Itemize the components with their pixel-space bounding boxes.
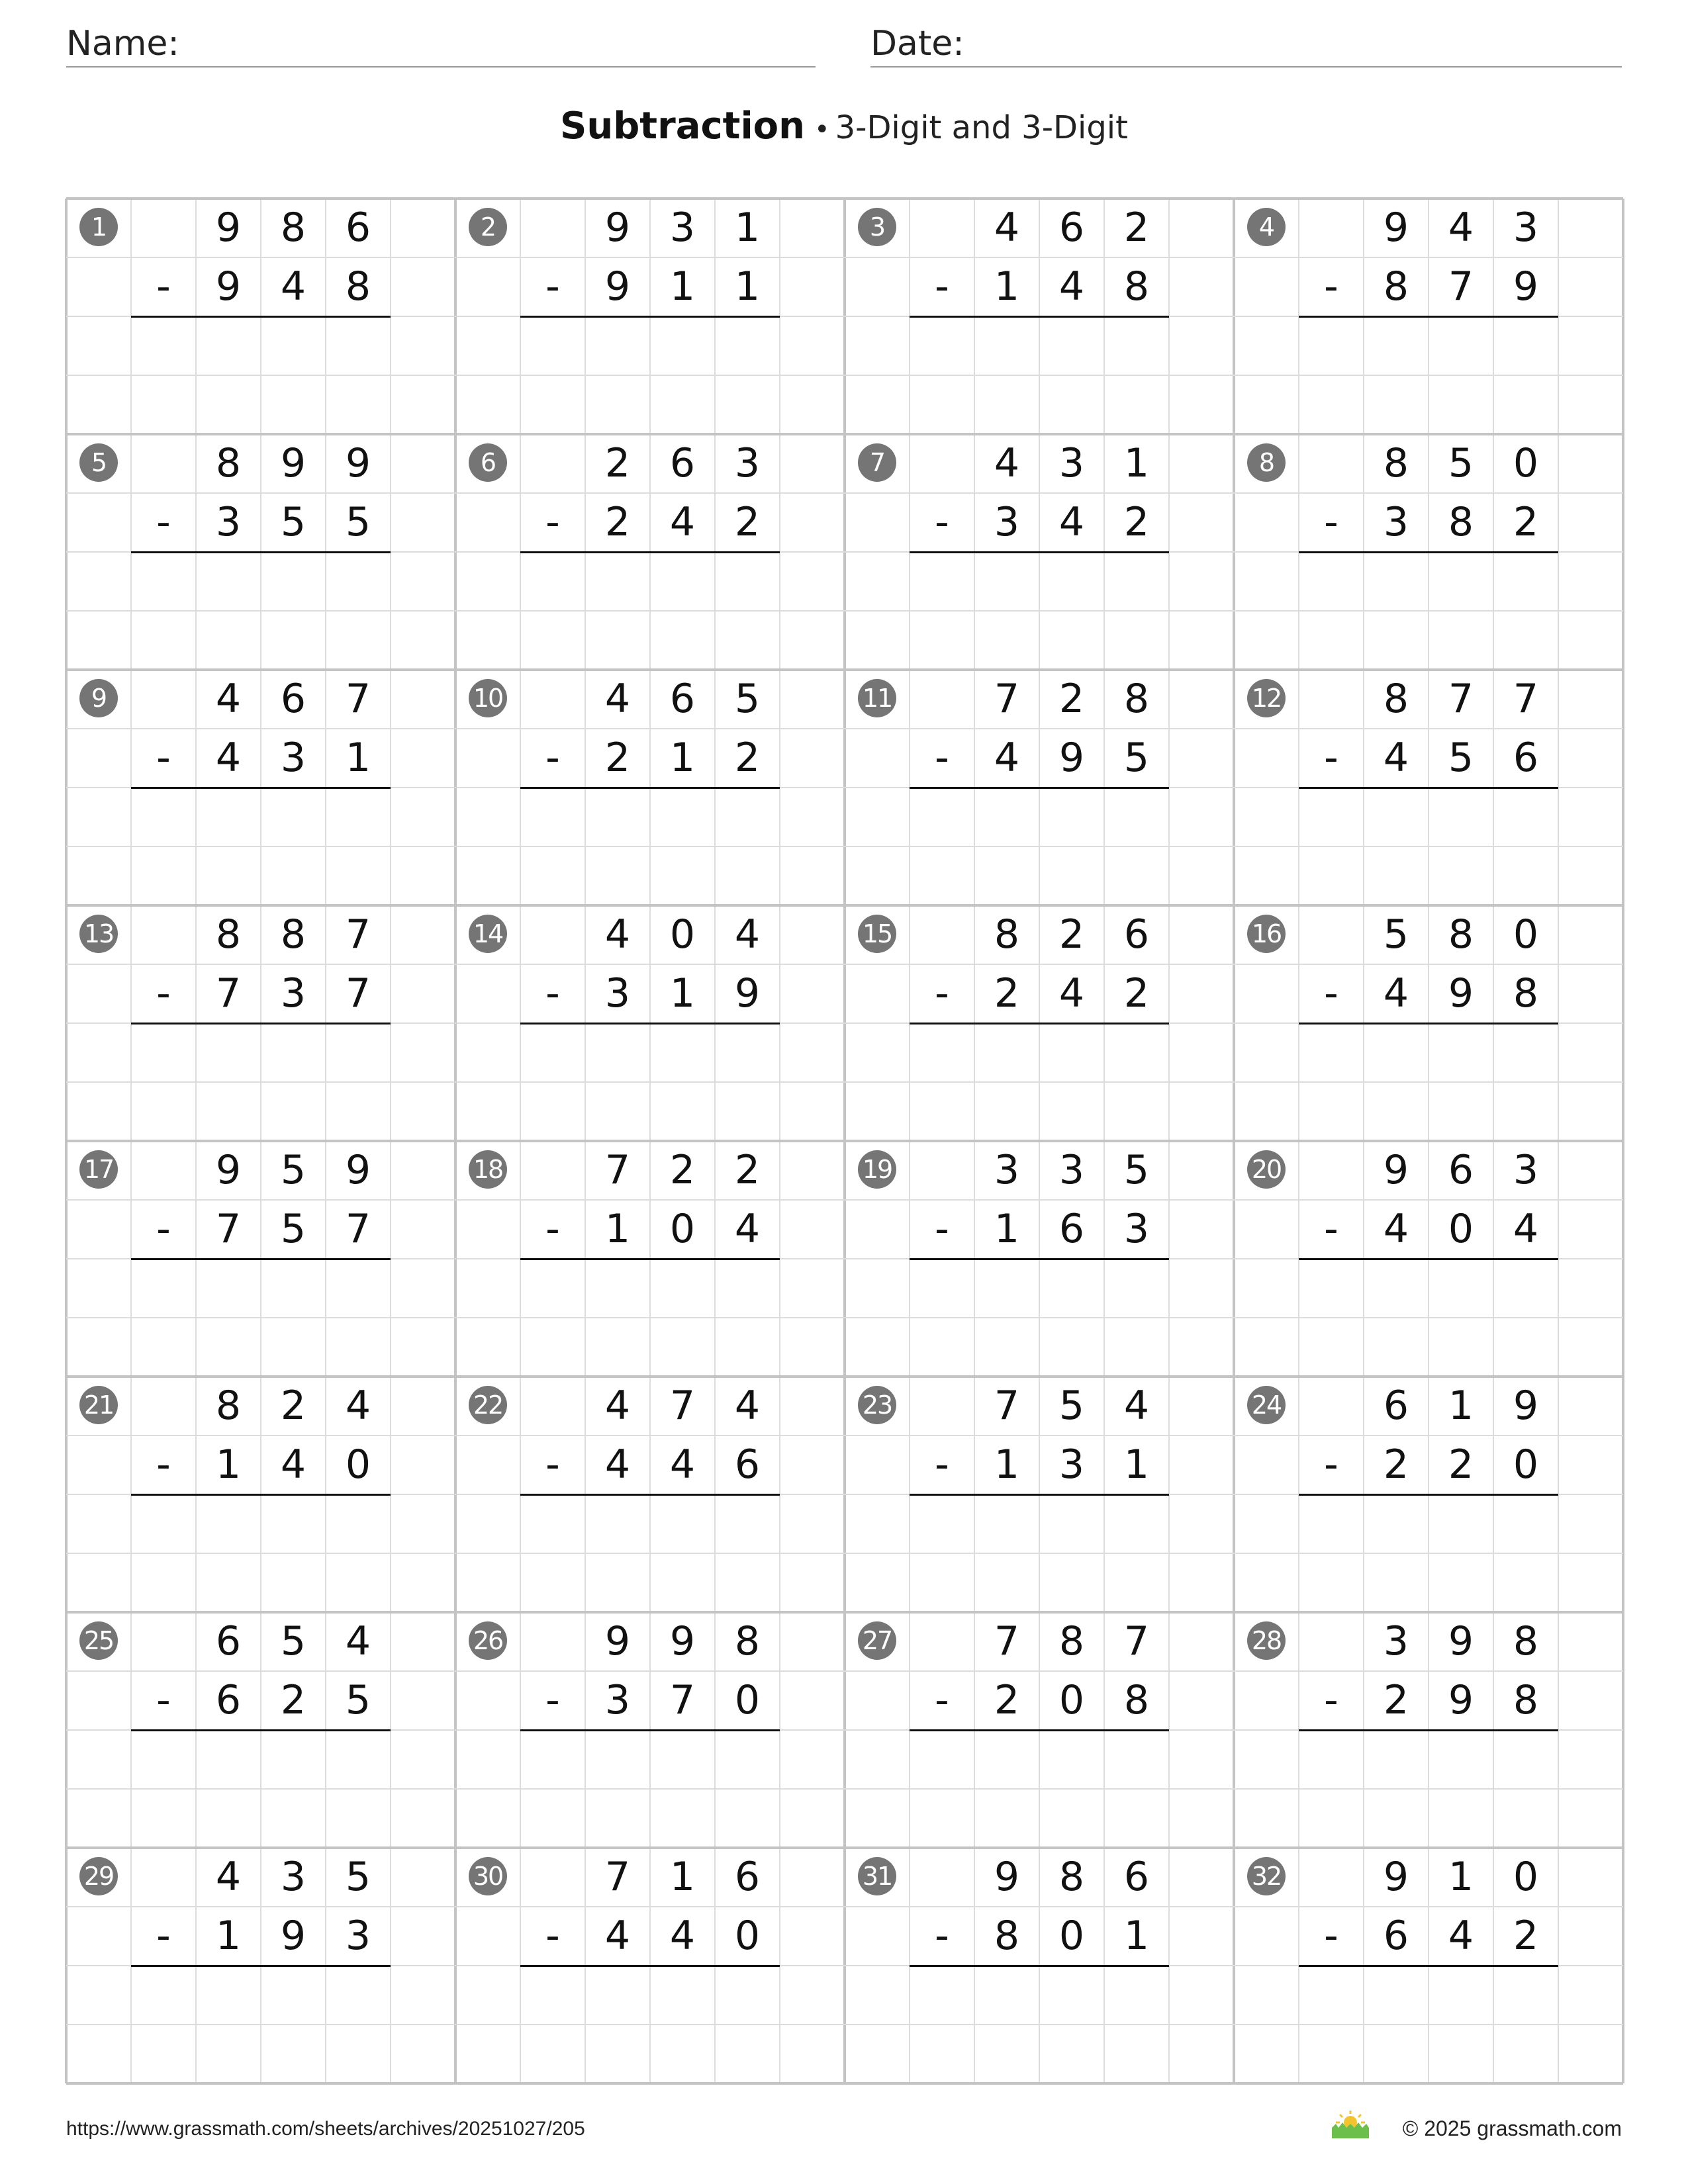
answer-area[interactable] xyxy=(1299,1259,1558,1377)
minuend-digit: 7 xyxy=(1448,676,1474,722)
minuend-digit: 6 xyxy=(734,1854,761,1900)
answer-area[interactable] xyxy=(520,1730,780,1848)
subtrahend-digit: 1 xyxy=(215,1913,242,1959)
subtrahend-digit: 4 xyxy=(604,1441,631,1488)
minus-sign: - xyxy=(1324,970,1338,1017)
minuend-digit: 2 xyxy=(1123,205,1150,251)
minuend-digit: 9 xyxy=(994,1854,1020,1900)
minuend-digit: 8 xyxy=(1513,1618,1539,1664)
problem-number-badge: 30 xyxy=(469,1857,507,1895)
minuend-digit: 3 xyxy=(1383,1618,1409,1664)
subtrahend-digit: 4 xyxy=(1058,263,1085,310)
minuend-digit: 9 xyxy=(1513,1383,1539,1429)
minus-sign: - xyxy=(156,263,171,310)
minus-sign: - xyxy=(935,1913,949,1959)
minus-sign: - xyxy=(545,970,560,1017)
subtrahend-digit: 2 xyxy=(1383,1441,1409,1488)
minuend-digit: 7 xyxy=(604,1147,631,1193)
answer-area[interactable] xyxy=(910,1259,1169,1377)
subtrahend-digit: 8 xyxy=(1383,263,1409,310)
problem-number-badge: 14 xyxy=(469,915,507,953)
title-bullet: • xyxy=(814,114,830,145)
minus-sign: - xyxy=(156,970,171,1017)
subtrahend-digit: 4 xyxy=(604,1913,631,1959)
subtrahend-digit: 3 xyxy=(604,1677,631,1723)
minus-sign: - xyxy=(935,499,949,545)
minuend-digit: 8 xyxy=(1383,440,1409,486)
minus-sign: - xyxy=(156,1206,171,1252)
minuend-digit: 6 xyxy=(669,440,696,486)
problem-number-badge: 3 xyxy=(858,208,896,246)
minuend-digit: 8 xyxy=(215,440,242,486)
minuend-digit: 7 xyxy=(994,1618,1020,1664)
minus-sign: - xyxy=(1324,263,1338,310)
problem-number-badge: 10 xyxy=(469,679,507,717)
subtrahend-digit: 2 xyxy=(1513,499,1539,545)
subtrahend-digit: 0 xyxy=(1448,1206,1474,1252)
minuend-digit: 2 xyxy=(604,440,631,486)
minus-sign: - xyxy=(935,1206,949,1252)
minus-sign: - xyxy=(545,1206,560,1252)
minus-sign: - xyxy=(545,499,560,545)
minuend-digit: 5 xyxy=(1123,1147,1150,1193)
minuend-digit: 8 xyxy=(280,911,306,958)
subtrahend-digit: 7 xyxy=(345,1206,371,1252)
problem-number-badge: 12 xyxy=(1247,679,1286,717)
name-label: Name: xyxy=(66,24,179,64)
answer-area[interactable] xyxy=(131,1966,391,2083)
grass-sun-logo-icon xyxy=(1329,2108,1372,2140)
answer-area[interactable] xyxy=(1299,316,1558,434)
minus-sign: - xyxy=(156,1441,171,1488)
minuend-digit: 3 xyxy=(1513,1147,1539,1193)
subtrahend-digit: 4 xyxy=(669,1441,696,1488)
problem-number-badge: 6 xyxy=(469,443,507,482)
minuend-digit: 2 xyxy=(280,1383,306,1429)
answer-area[interactable] xyxy=(520,1023,780,1141)
answer-area[interactable] xyxy=(131,316,391,434)
subtrahend-digit: 8 xyxy=(345,263,371,310)
problem-number-badge: 18 xyxy=(469,1150,507,1189)
minus-sign: - xyxy=(156,735,171,781)
minuend-digit: 4 xyxy=(345,1383,371,1429)
minuend-digit: 9 xyxy=(215,1147,242,1193)
answer-area[interactable] xyxy=(910,1966,1169,2083)
footer-copyright: © 2025 grassmath.com xyxy=(1402,2116,1622,2140)
minuend-digit: 3 xyxy=(1058,440,1085,486)
answer-area[interactable] xyxy=(1299,552,1558,670)
problem-number-badge: 24 xyxy=(1247,1386,1286,1424)
problem-number-badge: 17 xyxy=(79,1150,118,1189)
subtrahend-digit: 1 xyxy=(994,1441,1020,1488)
subtrahend-digit: 3 xyxy=(1058,1441,1085,1488)
minus-sign: - xyxy=(1324,1677,1338,1723)
minuend-digit: 8 xyxy=(1123,676,1150,722)
subtrahend-digit: 3 xyxy=(1123,1206,1150,1252)
subtrahend-digit: 2 xyxy=(1513,1913,1539,1959)
subtrahend-digit: 2 xyxy=(994,1677,1020,1723)
answer-area[interactable] xyxy=(1299,788,1558,905)
minuend-digit: 5 xyxy=(1448,440,1474,486)
minuend-digit: 0 xyxy=(1513,911,1539,958)
minus-sign: - xyxy=(545,735,560,781)
subtrahend-digit: 4 xyxy=(669,499,696,545)
minuend-digit: 9 xyxy=(1383,1854,1409,1900)
minuend-digit: 9 xyxy=(345,1147,371,1193)
subtrahend-digit: 2 xyxy=(994,970,1020,1017)
minuend-digit: 1 xyxy=(1123,440,1150,486)
title-main: Subtraction xyxy=(560,105,805,148)
minuend-digit: 3 xyxy=(1058,1147,1085,1193)
minus-sign: - xyxy=(1324,1441,1338,1488)
subtrahend-digit: 1 xyxy=(345,735,371,781)
subtrahend-digit: 1 xyxy=(1123,1441,1150,1488)
answer-area[interactable] xyxy=(520,788,780,905)
subtrahend-digit: 1 xyxy=(669,263,696,310)
subtrahend-digit: 6 xyxy=(1383,1913,1409,1959)
problem-number-badge: 28 xyxy=(1247,1621,1286,1660)
subtrahend-digit: 7 xyxy=(1448,263,1474,310)
minuend-digit: 9 xyxy=(604,1618,631,1664)
minuend-digit: 7 xyxy=(345,676,371,722)
subtrahend-digit: 0 xyxy=(1058,1913,1085,1959)
date-label: Date: xyxy=(870,24,964,64)
minuend-digit: 4 xyxy=(604,1383,631,1429)
subtrahend-digit: 2 xyxy=(1383,1677,1409,1723)
minuend-digit: 5 xyxy=(1383,911,1409,958)
subtrahend-digit: 4 xyxy=(280,263,306,310)
subtrahend-digit: 2 xyxy=(604,499,631,545)
minus-sign: - xyxy=(1324,499,1338,545)
minuend-digit: 0 xyxy=(669,911,696,958)
problem-number-badge: 20 xyxy=(1247,1150,1286,1189)
minuend-digit: 6 xyxy=(1123,911,1150,958)
minuend-digit: 7 xyxy=(994,676,1020,722)
subtrahend-digit: 3 xyxy=(280,735,306,781)
subtrahend-digit: 0 xyxy=(345,1441,371,1488)
minuend-digit: 6 xyxy=(1058,205,1085,251)
subtrahend-digit: 9 xyxy=(215,263,242,310)
minuend-digit: 5 xyxy=(280,1618,306,1664)
subtrahend-digit: 4 xyxy=(1383,970,1409,1017)
minuend-digit: 6 xyxy=(1123,1854,1150,1900)
problem-number-badge: 5 xyxy=(79,443,118,482)
minuend-digit: 3 xyxy=(994,1147,1020,1193)
minus-sign: - xyxy=(156,1677,171,1723)
minuend-digit: 9 xyxy=(215,205,242,251)
subtrahend-digit: 1 xyxy=(215,1441,242,1488)
subtrahend-digit: 4 xyxy=(1058,499,1085,545)
subtrahend-digit: 7 xyxy=(215,970,242,1017)
minus-sign: - xyxy=(935,735,949,781)
subtrahend-digit: 1 xyxy=(669,735,696,781)
subtrahend-digit: 6 xyxy=(734,1441,761,1488)
subtrahend-digit: 1 xyxy=(994,1206,1020,1252)
subtrahend-digit: 8 xyxy=(1513,1677,1539,1723)
answer-area[interactable] xyxy=(131,1259,391,1377)
problem-number-badge: 19 xyxy=(858,1150,896,1189)
minuend-digit: 8 xyxy=(1448,911,1474,958)
answer-area[interactable] xyxy=(131,788,391,905)
problem-number-badge: 15 xyxy=(858,915,896,953)
subtrahend-digit: 1 xyxy=(1123,1913,1150,1959)
subtrahend-digit: 4 xyxy=(1058,970,1085,1017)
subtrahend-digit: 2 xyxy=(604,735,631,781)
minuend-digit: 2 xyxy=(1058,911,1085,958)
minuend-digit: 2 xyxy=(669,1147,696,1193)
minuend-digit: 5 xyxy=(734,676,761,722)
minuend-digit: 3 xyxy=(734,440,761,486)
minuend-digit: 9 xyxy=(669,1618,696,1664)
answer-area[interactable] xyxy=(910,788,1169,905)
subtrahend-digit: 2 xyxy=(1448,1441,1474,1488)
answer-area[interactable] xyxy=(910,552,1169,670)
subtrahend-digit: 9 xyxy=(1058,735,1085,781)
minuend-digit: 8 xyxy=(1383,676,1409,722)
problem-number-badge: 7 xyxy=(858,443,896,482)
subtrahend-digit: 5 xyxy=(1448,735,1474,781)
subtrahend-digit: 9 xyxy=(1448,1677,1474,1723)
minuend-digit: 4 xyxy=(734,911,761,958)
minuend-digit: 8 xyxy=(215,1383,242,1429)
answer-area[interactable] xyxy=(520,552,780,670)
minuend-digit: 6 xyxy=(1383,1383,1409,1429)
subtrahend-digit: 9 xyxy=(280,1913,306,1959)
minuend-digit: 4 xyxy=(734,1383,761,1429)
minuend-digit: 8 xyxy=(1058,1854,1085,1900)
subtrahend-digit: 3 xyxy=(604,970,631,1017)
minus-sign: - xyxy=(545,1913,560,1959)
minuend-digit: 7 xyxy=(1513,676,1539,722)
minuend-digit: 7 xyxy=(345,911,371,958)
minuend-digit: 9 xyxy=(604,205,631,251)
minuend-digit: 8 xyxy=(994,911,1020,958)
subtrahend-digit: 5 xyxy=(1123,735,1150,781)
minuend-digit: 3 xyxy=(280,1854,306,1900)
problem-number-badge: 1 xyxy=(79,208,118,246)
minuend-digit: 9 xyxy=(280,440,306,486)
minus-sign: - xyxy=(935,263,949,310)
subtrahend-digit: 2 xyxy=(734,735,761,781)
footer-url[interactable]: https://www.grassmath.com/sheets/archives/20251027/205 xyxy=(66,2118,585,2140)
problem-number-badge: 25 xyxy=(79,1621,118,1660)
minuend-digit: 7 xyxy=(1123,1618,1150,1664)
answer-area[interactable] xyxy=(910,1730,1169,1848)
problem-number-badge: 26 xyxy=(469,1621,507,1660)
problem-number-badge: 9 xyxy=(79,679,118,717)
subtrahend-digit: 5 xyxy=(280,499,306,545)
minuend-digit: 4 xyxy=(345,1618,371,1664)
answer-area[interactable] xyxy=(520,1966,780,2083)
subtrahend-digit: 4 xyxy=(215,735,242,781)
problem-number-badge: 27 xyxy=(858,1621,896,1660)
subtrahend-digit: 9 xyxy=(1513,263,1539,310)
subtrahend-digit: 0 xyxy=(734,1913,761,1959)
subtrahend-digit: 7 xyxy=(345,970,371,1017)
problem-number-badge: 23 xyxy=(858,1386,896,1424)
answer-area[interactable] xyxy=(131,552,391,670)
problem-number-badge: 13 xyxy=(79,915,118,953)
answer-area[interactable] xyxy=(131,1494,391,1612)
subtrahend-digit: 3 xyxy=(994,499,1020,545)
minuend-digit: 3 xyxy=(1513,205,1539,251)
answer-area[interactable] xyxy=(1299,1494,1558,1612)
subtrahend-digit: 8 xyxy=(1513,970,1539,1017)
minus-sign: - xyxy=(935,1677,949,1723)
subtrahend-digit: 5 xyxy=(345,1677,371,1723)
minuend-digit: 9 xyxy=(1383,1147,1409,1193)
minuend-digit: 1 xyxy=(734,205,761,251)
minus-sign: - xyxy=(1324,1206,1338,1252)
minuend-digit: 8 xyxy=(215,911,242,958)
problem-number-badge: 2 xyxy=(469,208,507,246)
minuend-digit: 5 xyxy=(280,1147,306,1193)
minuend-digit: 4 xyxy=(994,440,1020,486)
subtrahend-digit: 3 xyxy=(215,499,242,545)
subtrahend-digit: 4 xyxy=(280,1441,306,1488)
minus-sign: - xyxy=(545,1441,560,1488)
subtrahend-digit: 8 xyxy=(1448,499,1474,545)
minuend-digit: 6 xyxy=(280,676,306,722)
minuend-digit: 5 xyxy=(345,1854,371,1900)
minus-sign: - xyxy=(1324,1913,1338,1959)
subtrahend-digit: 1 xyxy=(604,1206,631,1252)
minuend-digit: 9 xyxy=(345,440,371,486)
minuend-digit: 4 xyxy=(994,205,1020,251)
subtrahend-digit: 2 xyxy=(280,1677,306,1723)
answer-area[interactable] xyxy=(1299,1730,1558,1848)
subtrahend-digit: 0 xyxy=(669,1206,696,1252)
subtrahend-digit: 5 xyxy=(345,499,371,545)
subtrahend-digit: 4 xyxy=(1383,1206,1409,1252)
minus-sign: - xyxy=(545,1677,560,1723)
subtrahend-digit: 0 xyxy=(734,1677,761,1723)
minuend-digit: 4 xyxy=(604,676,631,722)
minuend-digit: 1 xyxy=(1448,1854,1474,1900)
subtrahend-digit: 8 xyxy=(994,1913,1020,1959)
subtrahend-digit: 9 xyxy=(734,970,761,1017)
minuend-digit: 9 xyxy=(1383,205,1409,251)
answer-area[interactable] xyxy=(131,1730,391,1848)
answer-area[interactable] xyxy=(910,316,1169,434)
minuend-digit: 4 xyxy=(604,911,631,958)
problem-number-badge: 22 xyxy=(469,1386,507,1424)
subtrahend-digit: 4 xyxy=(1383,735,1409,781)
subtrahend-digit: 4 xyxy=(669,1913,696,1959)
answer-area[interactable] xyxy=(1299,1023,1558,1141)
minuend-digit: 6 xyxy=(1448,1147,1474,1193)
minus-sign: - xyxy=(156,1913,171,1959)
problem-number-badge: 29 xyxy=(79,1857,118,1895)
answer-area[interactable] xyxy=(520,1494,780,1612)
problem-number-badge: 4 xyxy=(1247,208,1286,246)
answer-area[interactable] xyxy=(910,1494,1169,1612)
subtrahend-digit: 6 xyxy=(1513,735,1539,781)
problem-number-badge: 11 xyxy=(858,679,896,717)
subtrahend-digit: 7 xyxy=(669,1677,696,1723)
answer-area[interactable] xyxy=(910,1023,1169,1141)
minuend-digit: 5 xyxy=(1058,1383,1085,1429)
answer-area[interactable] xyxy=(131,1023,391,1141)
minuend-digit: 8 xyxy=(734,1618,761,1664)
minuend-digit: 3 xyxy=(669,205,696,251)
problem-number-badge: 8 xyxy=(1247,443,1286,482)
subtrahend-digit: 6 xyxy=(215,1677,242,1723)
problem-number-badge: 31 xyxy=(858,1857,896,1895)
subtrahend-digit: 2 xyxy=(1123,499,1150,545)
subtrahend-digit: 3 xyxy=(280,970,306,1017)
title-subtitle: 3-Digit and 3-Digit xyxy=(835,109,1128,146)
subtrahend-digit: 2 xyxy=(734,499,761,545)
subtrahend-digit: 5 xyxy=(280,1206,306,1252)
minuend-digit: 8 xyxy=(280,205,306,251)
minuend-digit: 0 xyxy=(1513,440,1539,486)
problem-number-badge: 16 xyxy=(1247,915,1286,953)
minus-sign: - xyxy=(1324,735,1338,781)
minuend-digit: 0 xyxy=(1513,1854,1539,1900)
subtrahend-digit: 9 xyxy=(604,263,631,310)
minus-sign: - xyxy=(935,970,949,1017)
subtrahend-digit: 1 xyxy=(669,970,696,1017)
minuend-digit: 6 xyxy=(669,676,696,722)
subtrahend-digit: 9 xyxy=(1448,970,1474,1017)
minuend-digit: 7 xyxy=(994,1383,1020,1429)
answer-area[interactable] xyxy=(1299,1966,1558,2083)
subtrahend-digit: 1 xyxy=(734,263,761,310)
minus-sign: - xyxy=(935,1441,949,1488)
minuend-digit: 6 xyxy=(345,205,371,251)
minuend-digit: 1 xyxy=(669,1854,696,1900)
minuend-digit: 8 xyxy=(1058,1618,1085,1664)
problem-number-badge: 32 xyxy=(1247,1857,1286,1895)
minus-sign: - xyxy=(545,263,560,310)
minuend-digit: 7 xyxy=(669,1383,696,1429)
minuend-digit: 2 xyxy=(734,1147,761,1193)
minuend-digit: 4 xyxy=(1123,1383,1150,1429)
minus-sign: - xyxy=(156,499,171,545)
minuend-digit: 4 xyxy=(1448,205,1474,251)
minuend-digit: 4 xyxy=(215,676,242,722)
subtrahend-digit: 8 xyxy=(1123,1677,1150,1723)
minuend-digit: 6 xyxy=(215,1618,242,1664)
subtrahend-digit: 0 xyxy=(1513,1441,1539,1488)
minuend-digit: 9 xyxy=(1448,1618,1474,1664)
subtrahend-digit: 0 xyxy=(1058,1677,1085,1723)
minuend-digit: 4 xyxy=(215,1854,242,1900)
subtrahend-digit: 7 xyxy=(215,1206,242,1252)
subtrahend-digit: 4 xyxy=(1448,1913,1474,1959)
subtrahend-digit: 3 xyxy=(345,1913,371,1959)
subtrahend-digit: 6 xyxy=(1058,1206,1085,1252)
answer-area[interactable] xyxy=(520,1259,780,1377)
problem-number-badge: 21 xyxy=(79,1386,118,1424)
subtrahend-digit: 4 xyxy=(1513,1206,1539,1252)
subtrahend-digit: 8 xyxy=(1123,263,1150,310)
subtrahend-digit: 1 xyxy=(994,263,1020,310)
subtrahend-digit: 2 xyxy=(1123,970,1150,1017)
minuend-digit: 7 xyxy=(604,1854,631,1900)
answer-area[interactable] xyxy=(520,316,780,434)
subtrahend-digit: 4 xyxy=(734,1206,761,1252)
minuend-digit: 2 xyxy=(1058,676,1085,722)
minuend-digit: 1 xyxy=(1448,1383,1474,1429)
subtrahend-digit: 3 xyxy=(1383,499,1409,545)
subtrahend-digit: 4 xyxy=(994,735,1020,781)
